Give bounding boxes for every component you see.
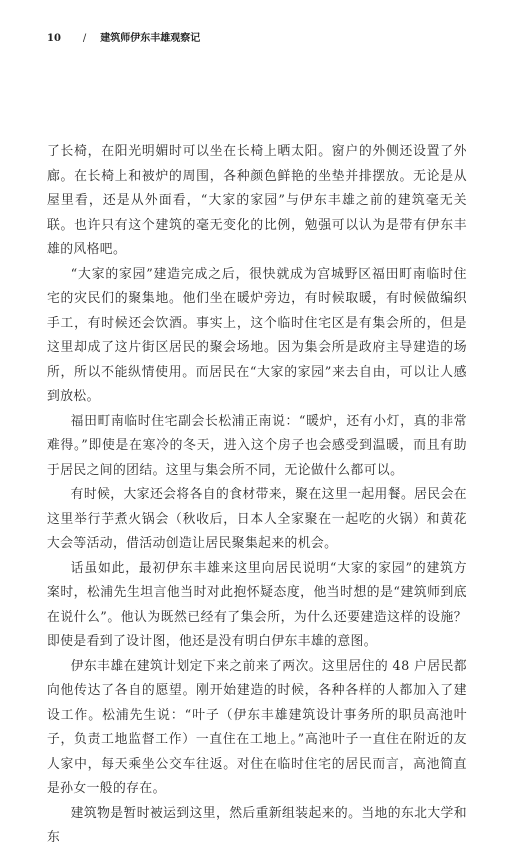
book-title: 建筑师伊东丰雄观察记 (100, 33, 201, 44)
paragraph: 有时候，大家还会将各自的食材带来，聚在这里一起用餐。居民会在这里举行芋煮火锅会（秋收后，日本人全家聚在一起吃的火锅）和黄花大会等活动，借活动创造让居民聚集起来的机会。 (47, 487, 467, 551)
running-header (47, 29, 200, 44)
paragraph: 伊东丰雄在建筑计划定下来之前来了两次。这里居住的 48 户居民都向他传达了各自的愿望。刚开始建造的时候，各种各样的人都加入了建设工作。松浦先生说：“叶子（伊东丰雄建筑设计事务所的职员高池叶子，负责工地监督工作）一直住在工地上。”高池叶子一直住在附近的友人家中，每天乘坐公交车往返。对住在临时住宅的居民而言，高池简直是孙女一般的存在。 (47, 658, 467, 796)
paragraph: 福田町南临时住宅副会长松浦正南说：“暖炉，还有小灯，真的非常难得。”即使是在寒冷的冬天，进入这个房子也会感受到温暖，而且有助于居民之间的团结。这里与集会所不同，无论做什么都可以。 (47, 413, 467, 478)
paragraph: “大家的家园”建造完成之后，很快就成为宫城野区福田町南临时住宅的灾民们的聚集地。他们坐在暖炉旁边，有时候取暖，有时候做编织手工，有时候还会饮酒。事实上，这个临时住宅区是有集会所的，但是这里却成了这片街区居民的聚会场地。因为集会所是政府主导建造的场所，所以不能纵情使用。而居民在“大家的家园”来去自由，可以让人感到放松。 (47, 266, 467, 404)
body-text (47, 140, 467, 851)
paragraph: 话虽如此，最初伊东丰雄来这里向居民说明“大家的家园”的建筑方案时，松浦先生坦言他当时对此抱怀疑态度，他当时想的是“建筑师到底在说什么”。他认为既然已经有了集会所，为什么还要建造这样的设施？即使是看到了设计图，他还是没有明白伊东丰雄的意图。 (47, 560, 467, 649)
page-number: 10 (47, 33, 61, 44)
paragraph: 了长椅，在阳光明媚时可以坐在长椅上晒太阳。窗户的外侧还设置了外廊。在长椅上和被炉的周围，各种颜色鲜艳的坐垫并排摆放。无论是从屋里看，还是从外面看，“大家的家园”与伊东丰雄之前的建筑毫无关联。也许只有这个建筑的毫无变化的比例，勉强可以认为是带有伊东丰雄的风格吧。 (47, 144, 467, 257)
header-separator: / (82, 33, 87, 44)
paragraph: 建筑物是暂时被运到这里，然后重新组装起来的。当地的东北大学和东 (47, 805, 467, 845)
